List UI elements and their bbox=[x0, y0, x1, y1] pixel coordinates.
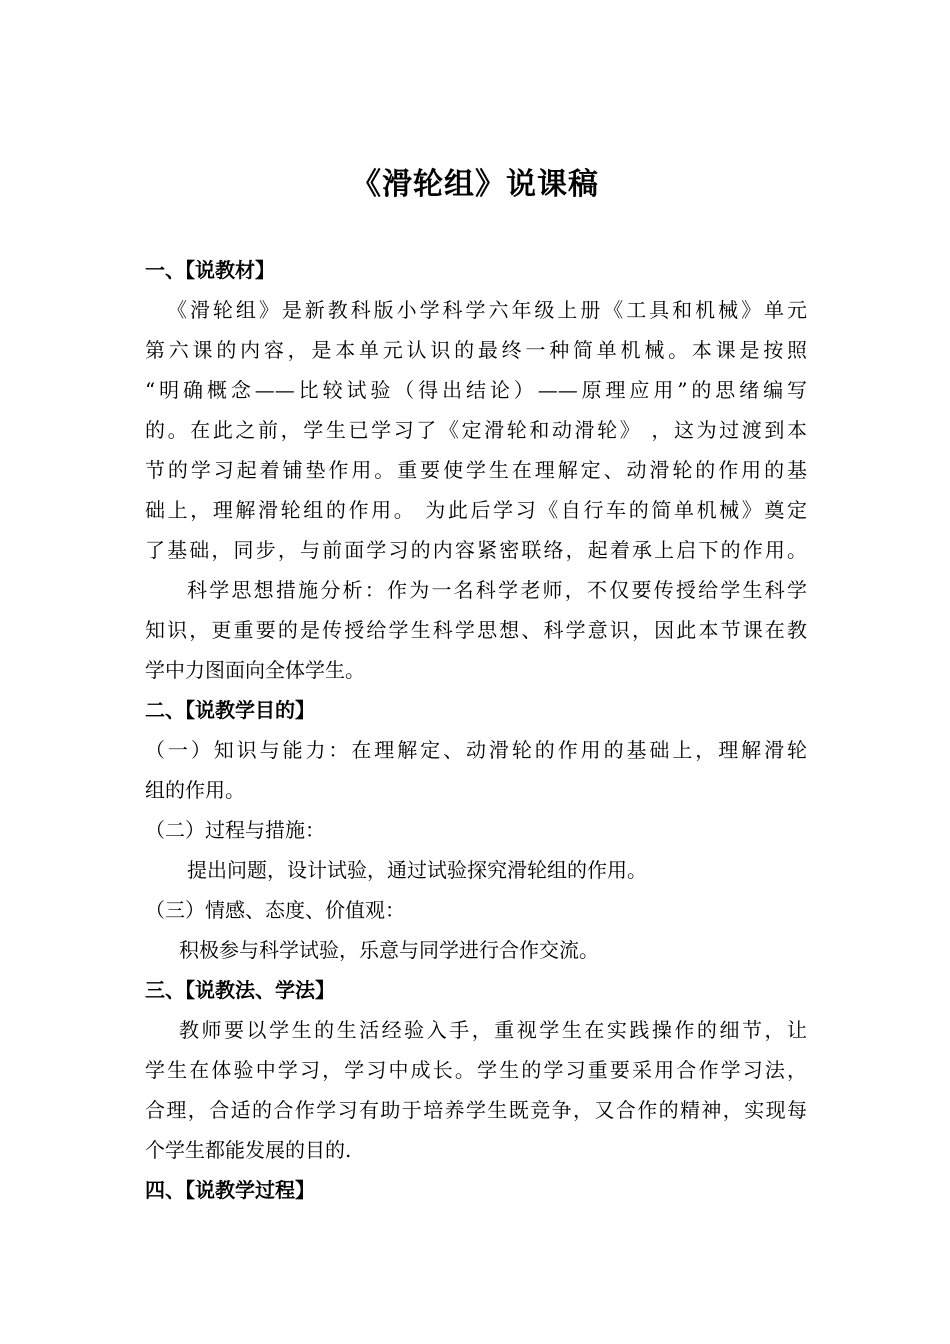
objective-line: 提出问题，设计试验，通过试验探究滑轮组的作用。 bbox=[187, 858, 647, 882]
paragraph-line: 合理，合适的合作学习有助于培养学生既竞争，又合作的精神，实现每 bbox=[145, 1098, 807, 1122]
paragraph-line: 学中力图面向全体学生。 bbox=[145, 658, 365, 682]
paragraph-line: 的。在此之前，学生已学习了《定滑轮和动滑轮》 ，这为过渡到本 bbox=[145, 418, 807, 442]
paragraph-line: 了基础，同步，与前面学习的内容紧密联络，起着承上启下的作用。 bbox=[145, 538, 807, 562]
objective-line: （一）知识与能力：在理解定、动滑轮的作用的基础上，理解滑轮 bbox=[145, 738, 807, 762]
objective-line: （三）情感、态度、价值观： bbox=[145, 898, 405, 922]
paragraph-line: 科学思想措施分析：作为一名科学老师，不仅要传授给学生科学 bbox=[187, 578, 807, 602]
section-heading-methods: 三、【说教法、学法】 bbox=[145, 978, 335, 1002]
paragraph-line: 学生在体验中学习，学习中成长。学生的学习重要采用合作学习法， bbox=[145, 1058, 807, 1082]
section-heading-textbook: 一、【说教材】 bbox=[145, 258, 275, 282]
section-heading-objectives: 二、【说教学目的】 bbox=[145, 698, 315, 722]
section-heading-process: 四、【说教学过程】 bbox=[145, 1178, 315, 1202]
document-title: 《滑轮组》说课稿 bbox=[351, 167, 599, 202]
objective-line: （二）过程与措施： bbox=[145, 818, 325, 842]
paragraph-line: 个学生都能发展的目的. bbox=[145, 1138, 352, 1162]
paragraph-line: 《滑轮组》是新教科版小学科学六年级上册《工具和机械》单元 bbox=[167, 298, 807, 322]
paragraph-line: 教师要以学生的生活经验入手，重视学生在实践操作的细节，让 bbox=[179, 1018, 807, 1042]
objective-line: 积极参与科学试验，乐意与同学进行合作交流。 bbox=[179, 938, 599, 962]
paragraph-line: 第六课的内容，是本单元认识的最终一种简单机械。本课是按照 bbox=[145, 338, 807, 362]
paragraph-line: 知识，更重要的是传授给学生科学思想、科学意识，因此本节课在教 bbox=[145, 618, 807, 642]
paragraph-line: “明确概念——比较试验（得出结论）——原理应用”的思绪编写 bbox=[145, 378, 807, 402]
paragraph-line: 础上，理解滑轮组的作用。 为此后学习《自行车的简单机械》奠定 bbox=[145, 498, 807, 522]
paragraph-line: 节的学习起着铺垫作用。重要使学生在理解定、动滑轮的作用的基 bbox=[145, 458, 807, 482]
document-body bbox=[145, 250, 807, 1210]
objective-line: 组的作用。 bbox=[145, 778, 245, 802]
